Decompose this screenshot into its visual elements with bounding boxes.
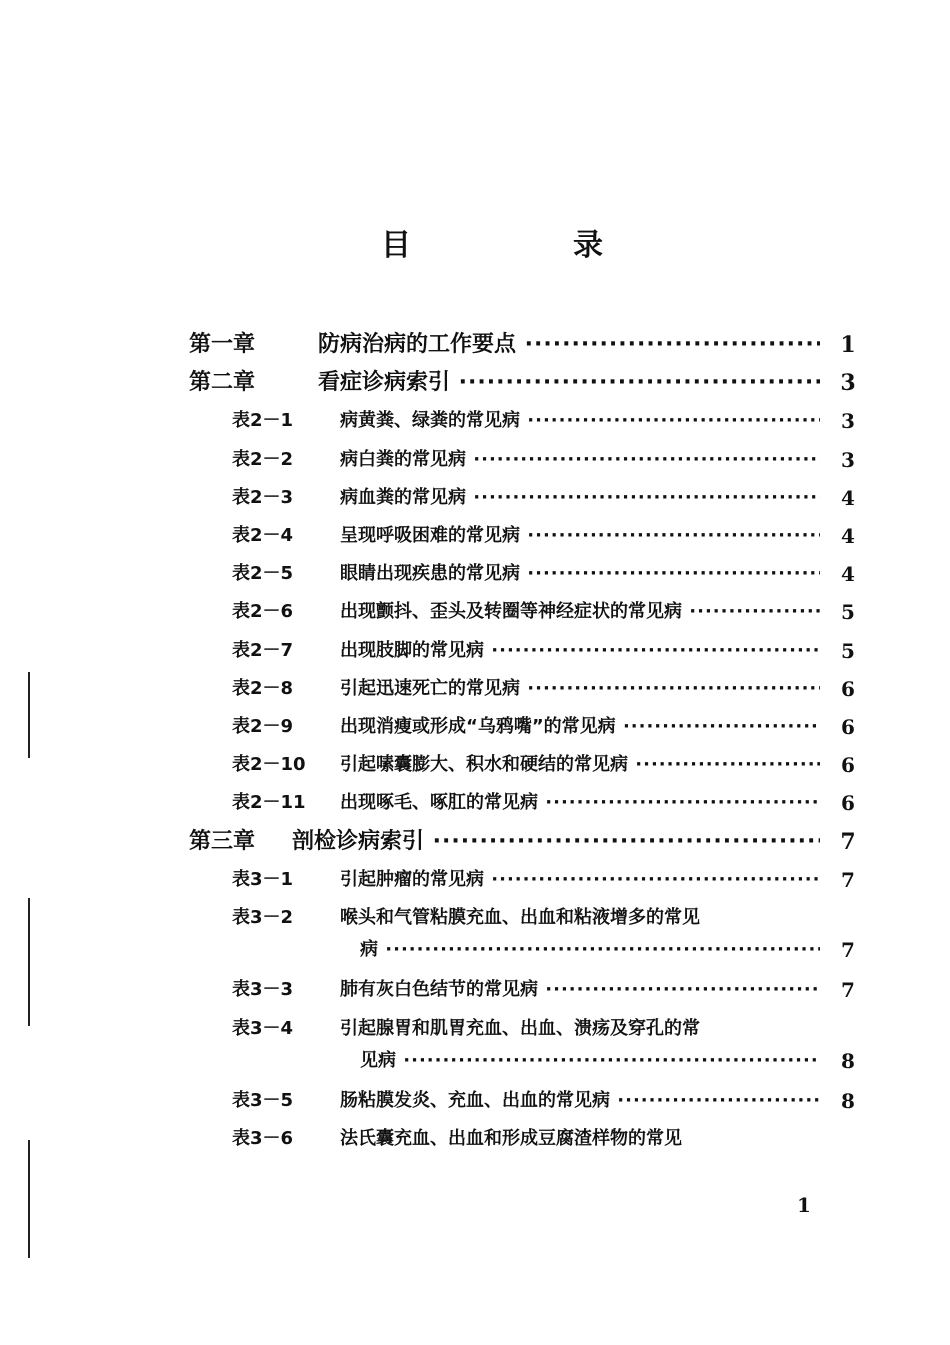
toc-entry-title: 出现啄毛、啄肛的常见病 ·····: [340, 784, 820, 822]
toc-table-entry: [0, 708, 950, 746]
toc-entry-label: 表3－1: [232, 868, 294, 890]
toc-entry-page: 4: [841, 485, 855, 510]
toc-entry-title-continued: 见病 ·····: [360, 1042, 820, 1080]
toc-entry-page: 1: [840, 332, 856, 358]
toc-entry-page: 8: [841, 1048, 855, 1073]
toc-entry-title: 看症诊病索引 ·····: [318, 364, 820, 402]
page-title: 目 录: [381, 228, 669, 263]
toc-table-entry: [0, 861, 950, 899]
toc-table-entry: [0, 593, 950, 631]
toc-entry-title: 眼睛出现疾患的常见病 ·····: [340, 555, 820, 593]
toc-entry-title: 呈现呼吸困难的常见病 ·····: [340, 517, 820, 555]
toc-entry-label: 表2－5: [232, 563, 294, 585]
toc-entry-label: 表3－3: [232, 979, 294, 1001]
toc-entry-label: 表2－6: [232, 601, 294, 623]
toc-entry-title: 病血粪的常见病 ·····: [340, 479, 820, 517]
toc-entry-page: 4: [841, 524, 855, 548]
toc-entry-label: 表3－4: [232, 1017, 294, 1039]
toc-entry-label: 表2－11: [232, 792, 306, 814]
toc-table-entry: [0, 479, 950, 517]
toc-entry-title: 出现消瘦或形成“乌鸦嘴”的常见病 ·····: [340, 708, 820, 746]
toc-table-entry: [0, 402, 950, 440]
toc-entry-label: 表2－3: [232, 486, 294, 508]
toc-entry-title: 法氏囊充血、出血和形成豆腐渣样物的常见: [340, 1128, 682, 1150]
toc-entry-label: 表2－4: [232, 525, 294, 546]
toc-entry-page: 7: [840, 828, 856, 855]
toc-entry-label: 第三章: [189, 828, 256, 854]
page-number: 1: [797, 1193, 811, 1217]
toc-entry-page: 3: [841, 447, 855, 472]
toc-entry-label: 表2－1: [232, 410, 294, 432]
toc-entry-title: 出现肢脚的常见病 ·····: [340, 632, 820, 670]
toc-entry-title: 肺有灰白色结节的常见病 ·····: [340, 971, 820, 1009]
toc-entry-title: 引起迅速死亡的常见病 ·····: [340, 670, 820, 708]
toc-table-entry: [0, 632, 950, 670]
toc-entry-title: 剖检诊病索引 ·····: [292, 823, 820, 861]
toc-entry-title: 喉头和气管粘膜充血、出血和粘液增多的常见: [340, 907, 700, 928]
toc-table-entry: [0, 555, 950, 593]
toc-table-entry: [0, 1120, 950, 1158]
toc-entry-page: 4: [841, 562, 855, 587]
toc-entry-title: 引起肿瘤的常见病 ·····: [340, 861, 820, 899]
toc-entry-label: 第二章: [189, 370, 256, 396]
toc-entry-label: 第一章: [189, 332, 256, 357]
toc-entry-page: 7: [841, 938, 855, 963]
toc-table-entry: [0, 670, 950, 708]
toc-table-entry: [0, 784, 950, 822]
toc-entry-page: 3: [841, 409, 855, 434]
toc-entry-label: 表2－8: [232, 677, 294, 699]
scan-mark: [28, 1140, 30, 1258]
toc-entry-label: 表2－9: [232, 716, 294, 737]
toc-entry-page: 6: [841, 715, 855, 739]
toc-entry-page: 7: [841, 978, 855, 1003]
toc-entry-title: 防病治病的工作要点 ·····: [318, 326, 820, 364]
toc-table-entry: [0, 517, 950, 555]
toc-entry-page: 7: [841, 867, 855, 892]
toc-entry-title: 病黄粪、绿粪的常见病 ·····: [340, 402, 820, 440]
toc-entry-page: 6: [841, 676, 855, 701]
toc-entry-page: 5: [841, 600, 855, 625]
toc-entry-label: 表2－2: [232, 448, 294, 470]
toc-entry-label: 表3－5: [232, 1090, 294, 1111]
toc-entry-label: 表3－2: [232, 907, 294, 928]
toc-entry-label: 表3－6: [232, 1128, 294, 1150]
toc-entry-title: 病白粪的常见病 ·····: [340, 441, 820, 479]
toc-entry-title: 引起嗉囊膨大、积水和硬结的常见病 ·····: [340, 746, 820, 784]
toc-chapter-entry: [0, 364, 950, 402]
toc-entry-page: 6: [841, 791, 855, 816]
toc-chapter-entry: [0, 326, 950, 364]
toc-table-entry: [0, 1082, 950, 1120]
toc-entry-page: 6: [841, 753, 855, 778]
scan-mark: [28, 672, 30, 758]
toc-entry-page: 8: [841, 1089, 855, 1113]
scan-mark: [28, 898, 30, 1026]
toc-entry-title: 肠粘膜发炎、充血、出血的常见病 ·····: [340, 1082, 820, 1120]
toc-entry-title-continued: 病 ·····: [360, 931, 820, 969]
toc-chapter-entry: [0, 823, 950, 861]
toc-entry-label: 表2－7: [232, 639, 294, 661]
toc-table-entry: [0, 746, 950, 784]
toc-entry-page: 3: [840, 370, 856, 397]
toc-entry-title: 引起腺胃和肌胃充血、出血、溃疡及穿孔的常: [340, 1017, 700, 1039]
toc-entry-page: 5: [841, 638, 855, 663]
toc-table-entry: [0, 441, 950, 479]
toc-entry-title: 出现颤抖、歪头及转圈等神经症状的常见病 ·····: [340, 593, 820, 631]
toc-entry-continuation: [0, 1042, 950, 1080]
toc-entry-label: 表2－10: [232, 754, 306, 776]
toc-entry-continuation: [0, 931, 950, 969]
toc-table-entry: [0, 971, 950, 1009]
